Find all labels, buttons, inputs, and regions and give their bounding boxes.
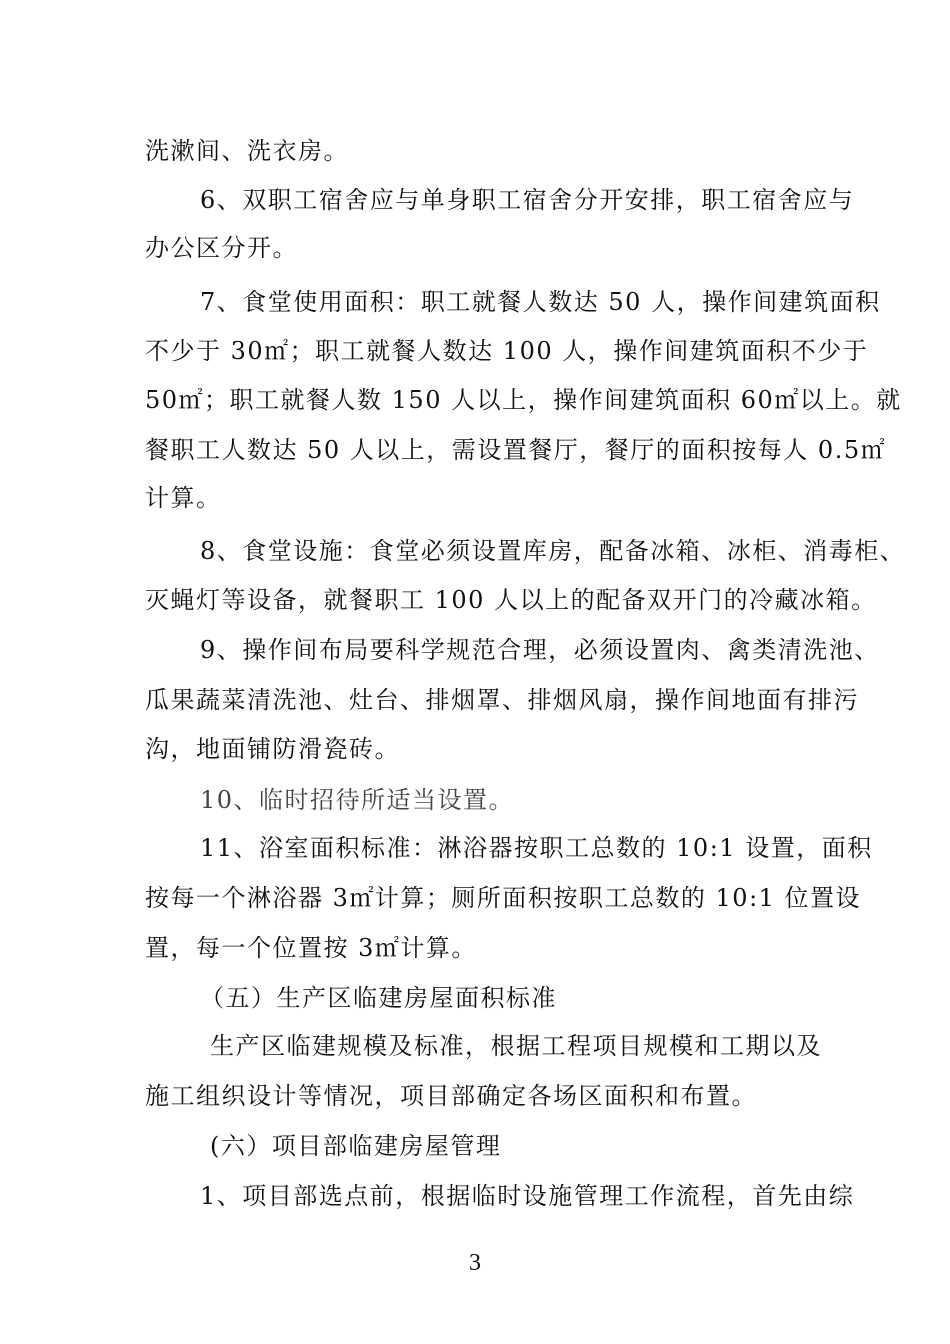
text-line: 1、项目部选点前，根据临时设施管理工作流程，首先由综: [200, 1182, 855, 1210]
text-line: 50㎡；职工就餐人数 150 人以上，操作间建筑面积 60㎡以上。就: [145, 386, 902, 414]
text-line: 7、食堂使用面积：职工就餐人数达 50 人，操作间建筑面积: [200, 288, 881, 316]
text-line: 生产区临建规模及标准，根据工程项目规模和工期以及: [210, 1032, 822, 1060]
text-line: 灭蝇灯等设备，就餐职工 100 人以上的配备双开门的冷藏冰箱。: [145, 586, 877, 614]
text-line: 8、食堂设施：食堂必须设置库房，配备冰箱、冰柜、消毒柜、: [200, 537, 906, 565]
text-line: 按每一个淋浴器 3㎡计算；厕所面积按职工总数的 10:1 位置设: [145, 884, 862, 912]
text-line: 计算。: [145, 484, 222, 512]
text-line: 瓜果蔬菜清洗池、灶台、排烟罩、排烟风扇，操作间地面有排污: [145, 686, 859, 714]
page-number: 3: [469, 1250, 481, 1276]
text-line: 餐职工人数达 50 人以上，需设置餐厅，餐厅的面积按每人 0.5㎡: [145, 436, 887, 464]
text-line: 办公区分开。: [145, 234, 298, 262]
text-line: 6、双职工宿舍应与单身职工宿舍分开安排，职工宿舍应与: [200, 186, 855, 214]
text-line: 洗漱间、洗衣房。: [145, 137, 349, 165]
text-line: 9、操作间布局要科学规范合理，必须设置肉、禽类清洗池、: [200, 636, 880, 664]
section-heading: （五）生产区临建房屋面积标准: [200, 984, 557, 1012]
text-line: 施工组织设计等情况，项目部确定各场区面积和布置。: [145, 1082, 757, 1110]
text-line: 沟，地面铺防滑瓷砖。: [145, 735, 400, 763]
section-heading: (六）项目部临建房屋管理: [210, 1132, 502, 1160]
text-line: 不少于 30㎡；职工就餐人数达 100 人，操作间建筑面积不少于: [145, 337, 869, 365]
text-line: 11、浴室面积标准：淋浴器按职工总数的 10:1 设置，面积: [200, 834, 873, 862]
text-line: 置，每一个位置按 3㎡计算。: [145, 934, 477, 962]
text-line: 10、临时招待所适当设置。: [200, 786, 515, 814]
